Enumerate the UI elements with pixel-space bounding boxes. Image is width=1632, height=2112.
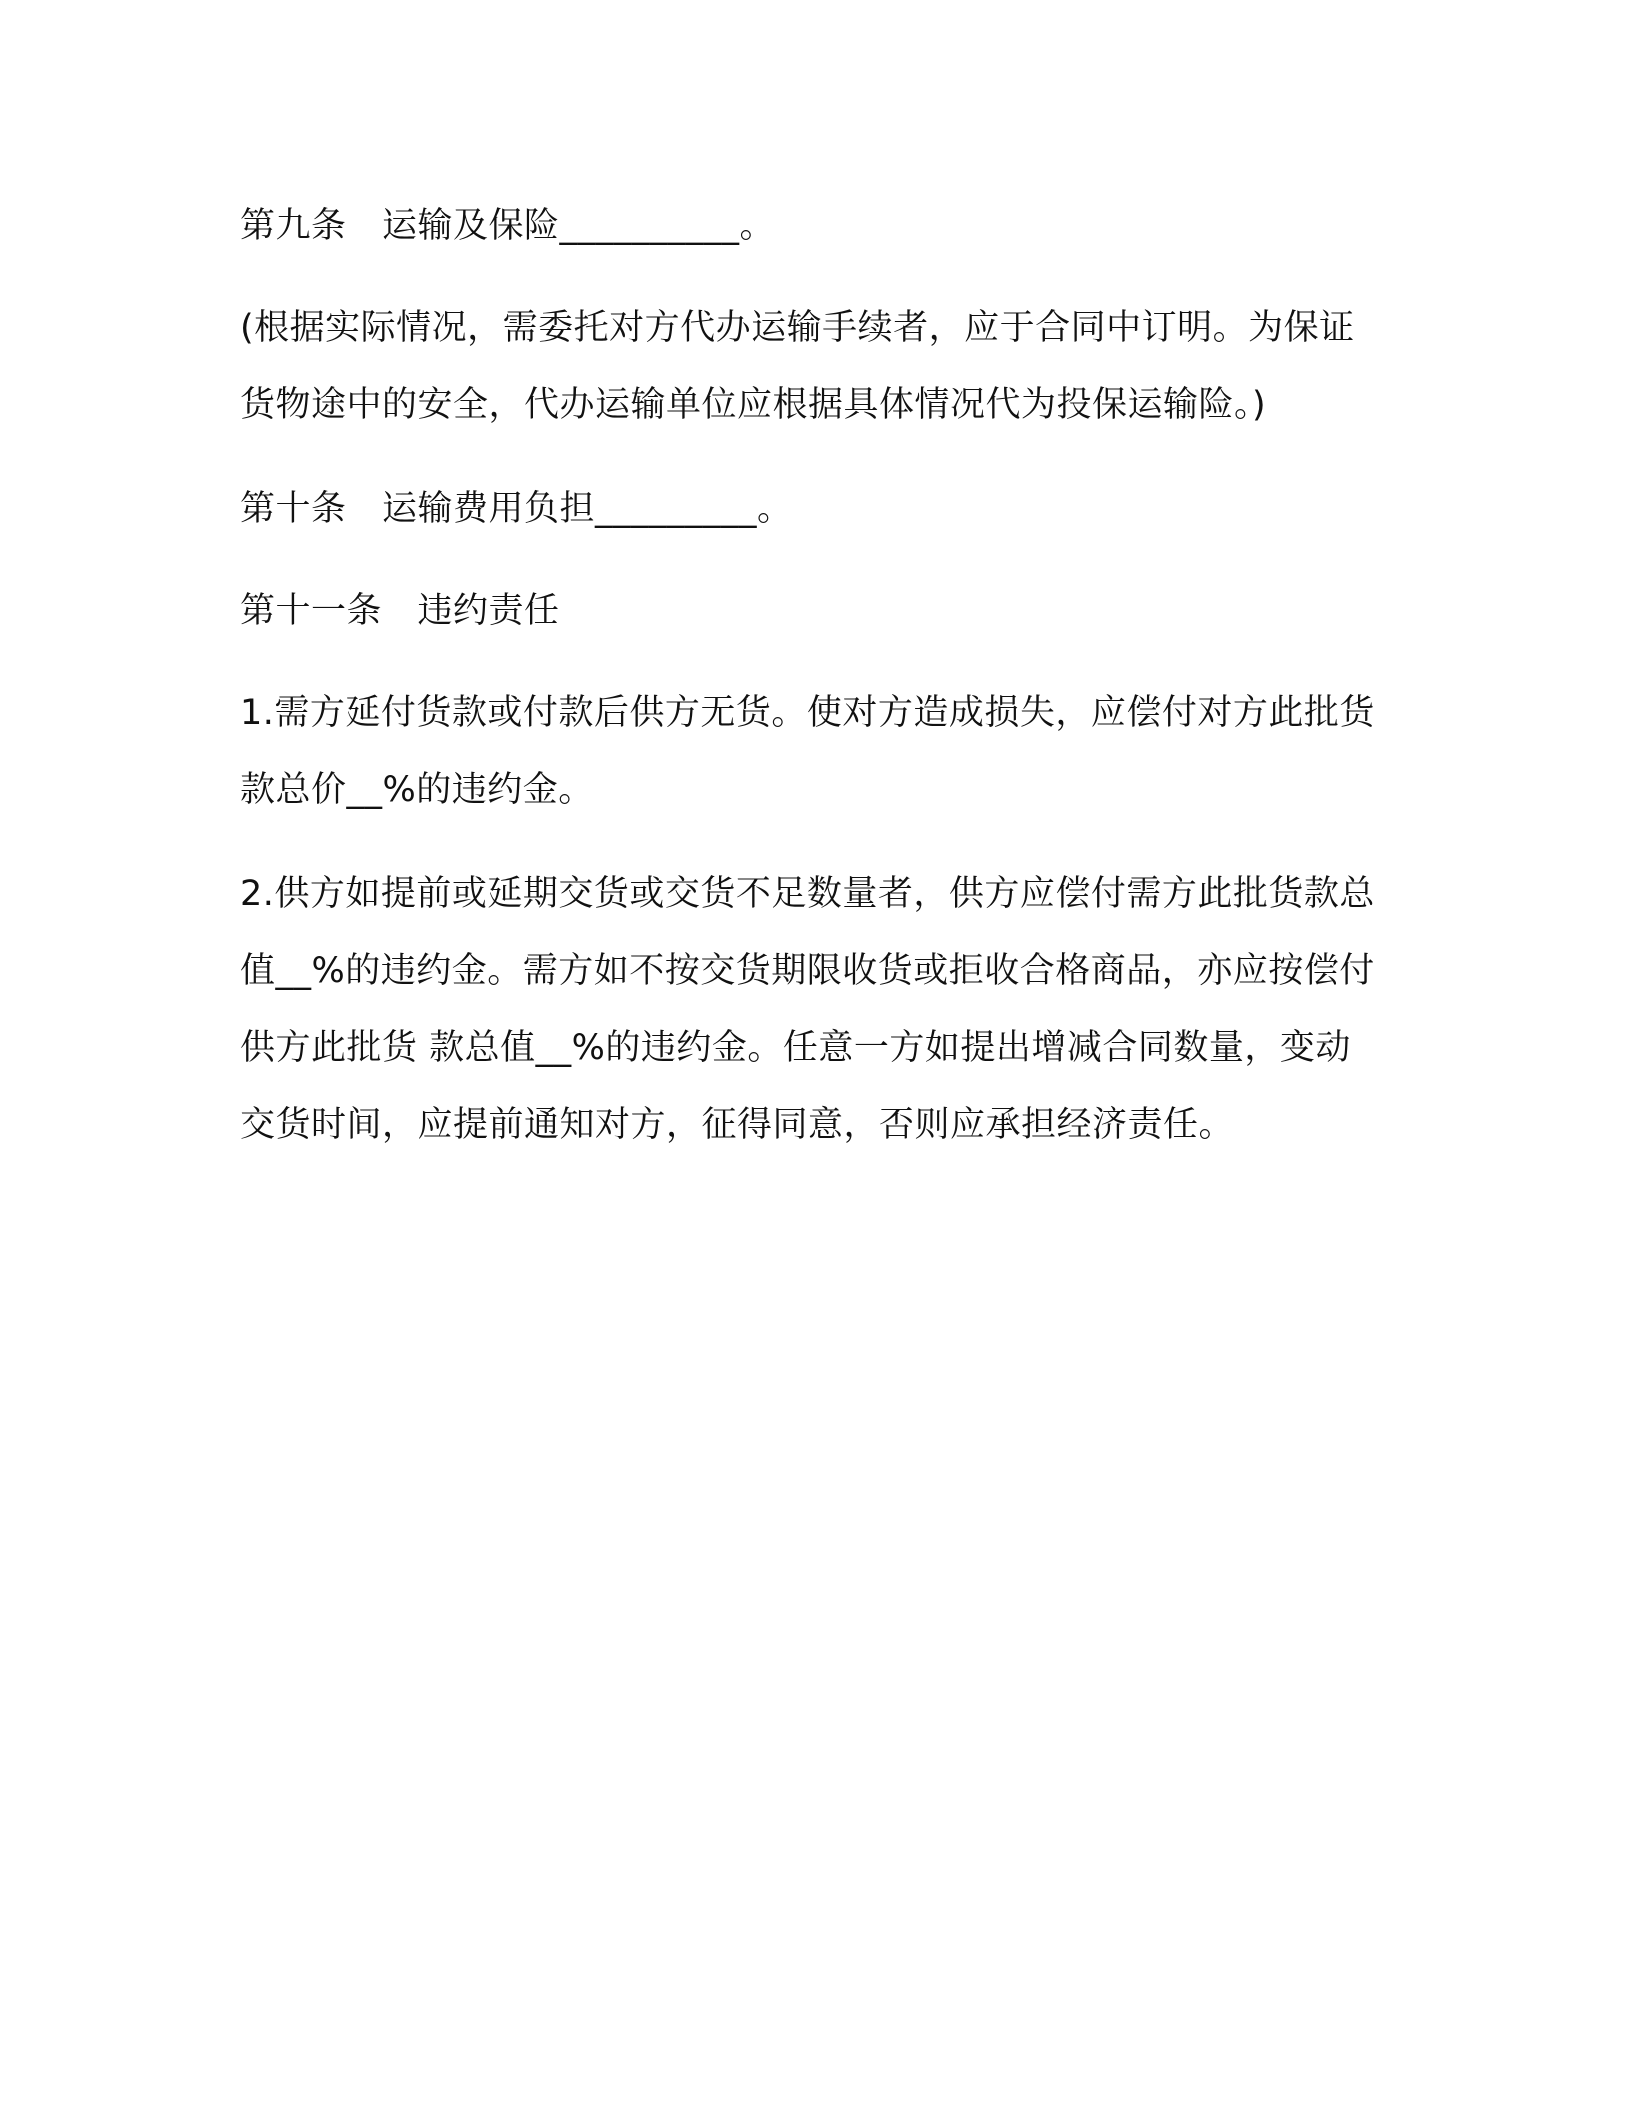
article-9-note: (根据实际情况，需委托对方代办运输手续者，应于合同中订明。为保证货物途中的安全，代办运输单位应根据具体情况代为投保运输险。) xyxy=(240,308,1355,425)
document-body xyxy=(240,188,1380,1191)
article-10-heading: 第十条 运输费用负担_________。 xyxy=(240,489,793,529)
article-11-clause-2: 2.供方如提前或延期交货或交货不足数量者，供方应偿付需方此批货款总值__%的违约金。需方如不按交货期限收货或拒收合格商品，亦应按偿付供方此批货 款总值__%的违约金。任意一方如提出增减合同数量，变动交货时间，应提前通知对方，征得同意，否则应承担经济责任。 xyxy=(240,874,1375,1145)
article-11-heading: 第十一条 违约责任 xyxy=(240,591,560,631)
article-11-clause-1: 1.需方延付货款或付款后供方无货。使对方造成损失，应偿付对方此批货款总价__%的违约金。 xyxy=(240,693,1375,810)
article-9-heading: 第九条 运输及保险__________。 xyxy=(240,206,776,246)
